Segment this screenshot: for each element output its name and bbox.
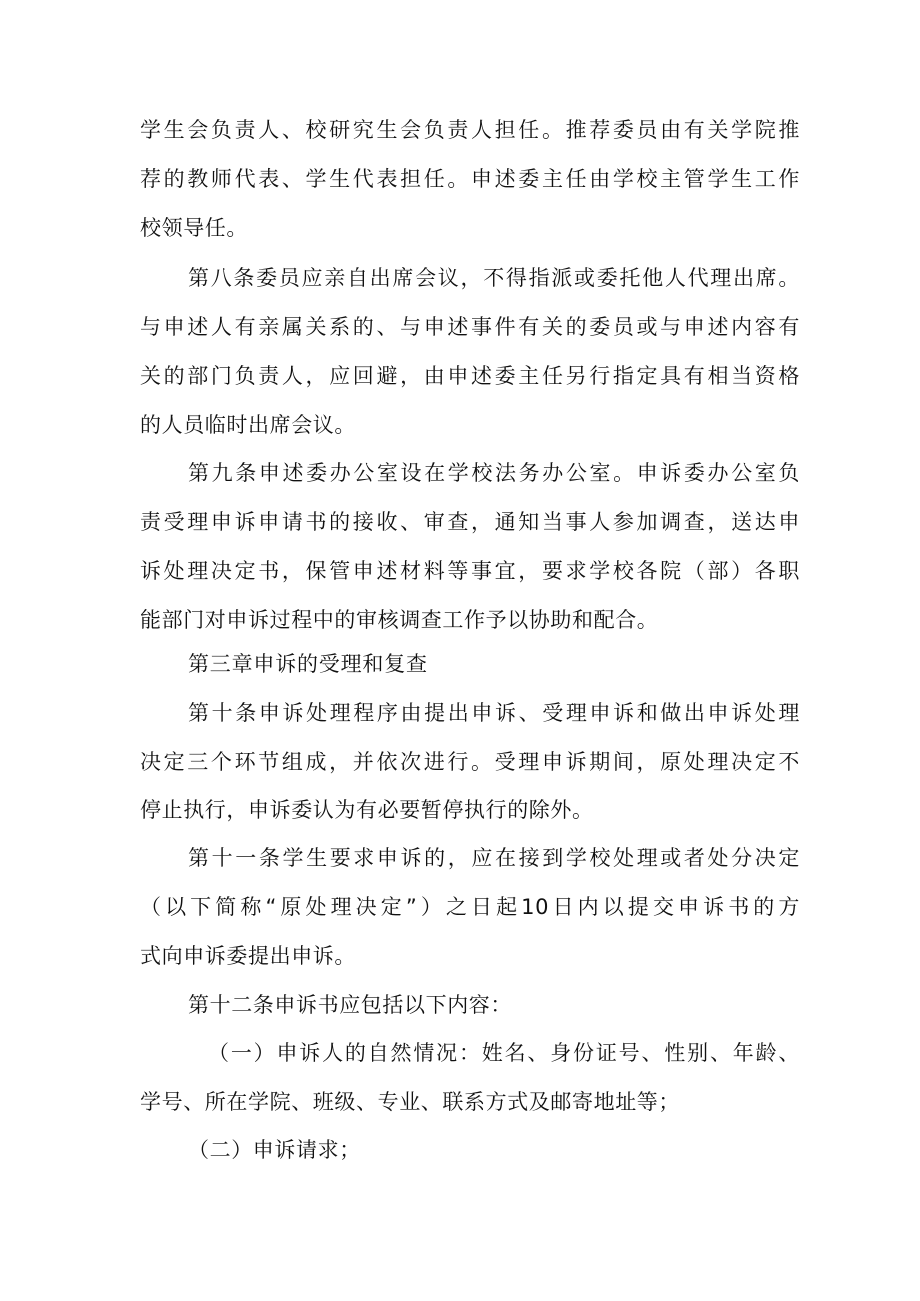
paragraph-line: 责受理申诉申请书的接收、审查，通知当事人参加调查，送达申 (140, 510, 800, 534)
paragraph-line: 与申述人有亲属关系的、与申述事件有关的委员或与申述内容有 (140, 315, 800, 339)
chapter-heading: 第三章申诉的受理和复查 (188, 652, 428, 676)
paragraph-line: 的人员临时出席会议。 (140, 413, 356, 437)
paragraph-line: 式向申诉委提出申诉。 (140, 944, 356, 968)
list-item-first-line: （二）申诉请求； (188, 1138, 361, 1162)
paragraph-line: 学生会负责人、校研究生会负责人担任。推荐委员由有关学院推 (140, 118, 800, 142)
paragraph-line: 关的部门负责人，应回避，由申述委主任另行指定具有相当资格 (140, 364, 800, 388)
paragraph-first-line: 第十条申诉处理程序由提出申诉、受理申诉和做出申诉处理 (188, 701, 800, 725)
paragraph-first-line: 第十一条学生要求申诉的，应在接到学校处理或者处分决定 (188, 846, 800, 870)
paragraph-first-line: 第十二条申诉书应包括以下内容： (188, 993, 512, 1017)
paragraph-line: 荐的教师代表、学生代表担任。申述委主任由学校主管学生工作 (140, 167, 800, 191)
paragraph-first-line: 第八条委员应亲自出席会议，不得指派或委托他人代理出席。 (188, 266, 800, 290)
paragraph-line: 校领导任。 (140, 216, 248, 240)
paragraph-first-line: 第九条申述委办公室设在学校法务办公室。申诉委办公室负 (188, 461, 800, 485)
paragraph-line: 停止执行，申诉委认为有必要暂停执行的除外。 (140, 798, 594, 822)
list-item-line: 学号、所在学院、班级、专业、联系方式及邮寄地址等； (140, 1090, 680, 1114)
paragraph-line: 决定三个环节组成，并依次进行。受理申诉期间，原处理决定不 (140, 750, 800, 774)
paragraph-line: （以下简称“原处理决定”）之日起10日内以提交申诉书的方 (140, 895, 800, 919)
list-item-first-line: （一）申诉人的自然情况：姓名、身份证号、性别、年龄、 (208, 1041, 800, 1065)
paragraph-line: 诉处理决定书，保管申述材料等事宜，要求学校各院（部）各职 (140, 559, 800, 583)
paragraph-line: 能部门对申诉过程中的审核调查工作予以协助和配合。 (140, 608, 659, 632)
